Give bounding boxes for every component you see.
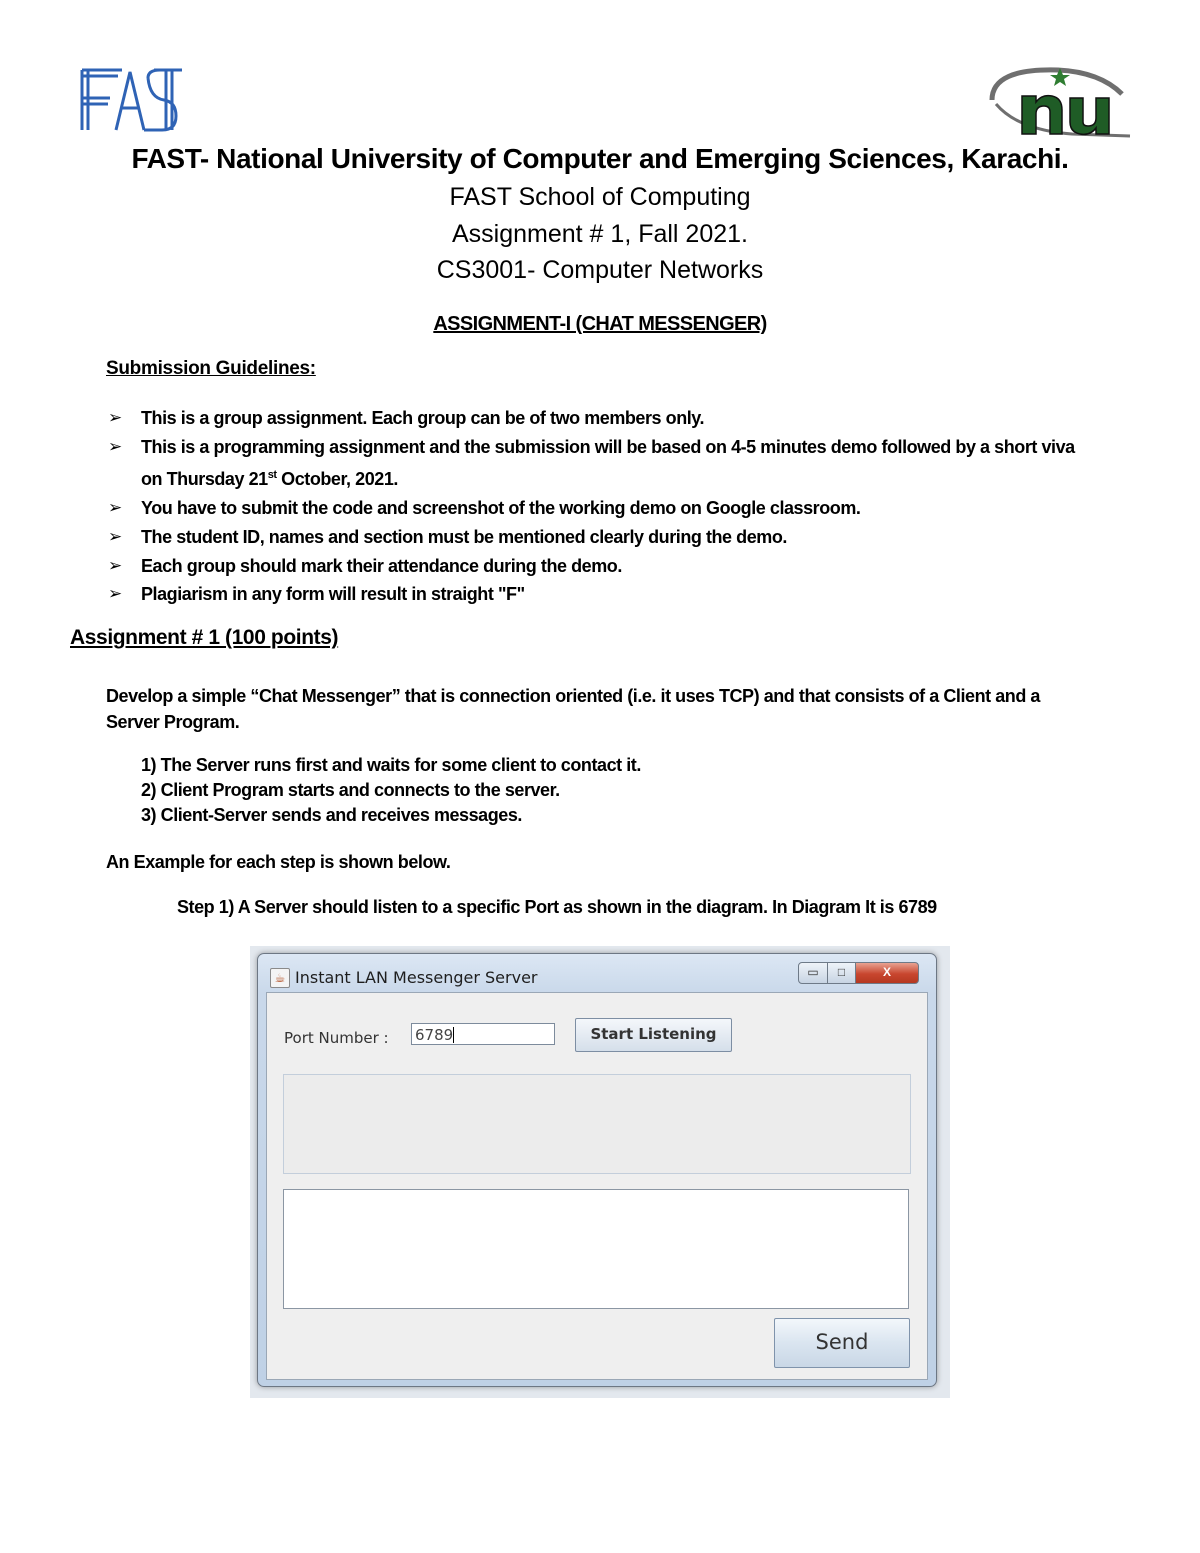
university-name: FAST- National University of Computer and Emerging Sciences, Karachi. xyxy=(131,143,1069,174)
arrow-bullet-icon: ➢ xyxy=(108,436,122,456)
assignment-term: Assignment # 1, Fall 2021. xyxy=(452,220,748,248)
port-number-input[interactable]: 6789 xyxy=(411,1023,555,1045)
minimize-button[interactable]: ▭ xyxy=(798,962,828,984)
example-line: An Example for each step is shown below. xyxy=(106,852,451,872)
guidelines-heading: Submission Guidelines: xyxy=(106,358,316,379)
step-item: 3) Client-Server sends and receives messages. xyxy=(141,805,522,825)
send-button[interactable]: Send xyxy=(774,1318,910,1368)
server-window xyxy=(257,953,937,1387)
messages-display-area xyxy=(283,1074,911,1174)
arrow-bullet-icon: ➢ xyxy=(108,498,122,518)
start-listening-button[interactable]: Start Listening xyxy=(575,1018,732,1052)
step-item: 1) The Server runs first and waits for some client to contact it. xyxy=(141,755,641,775)
close-button[interactable]: X xyxy=(855,962,919,984)
intro-paragraph: Develop a simple “Chat Messenger” that is connection oriented (i.e. it uses TCP) and that consists of a Client and a Server Program. xyxy=(106,686,1040,732)
arrow-bullet-icon: ➢ xyxy=(108,555,122,575)
step1-line: Step 1) A Server should listen to a specific Port as shown in the diagram. In Diagram It is 6789 xyxy=(177,897,937,917)
steps-list xyxy=(141,753,641,828)
guideline-item: ➢ The student ID, names and section must be mentioned clearly during the demo. xyxy=(106,523,1086,552)
guideline-item: ➢ This is a programming assignment and the submission will be based on 4-5 minutes demo followed by a short viva on Thursday 21st October, 2021. xyxy=(106,433,1086,494)
fast-logo xyxy=(78,64,184,134)
window-content xyxy=(266,992,928,1380)
server-window-screenshot xyxy=(250,946,950,1398)
arrow-bullet-icon: ➢ xyxy=(108,584,122,604)
port-number-label: Port Number : xyxy=(284,1029,389,1047)
guidelines-list xyxy=(106,404,1086,609)
window-title: Instant LAN Messenger Server xyxy=(295,968,538,987)
guideline-item: ➢ You have to submit the code and screenshot of the working demo on Google classroom. xyxy=(106,494,1086,523)
superscript-suffix: st xyxy=(267,469,277,482)
guideline-item: ➢ Plagiarism in any form will result in straight "F" xyxy=(106,580,1086,609)
guideline-item: ➢ Each group should mark their attendance during the demo. xyxy=(106,552,1086,581)
maximize-button[interactable]: □ xyxy=(827,962,856,984)
nu-logo xyxy=(988,64,1134,142)
java-icon: ☕ xyxy=(270,968,290,988)
assignment-title: ASSIGNMENT-I (CHAT MESSENGER) xyxy=(433,313,767,335)
course-name: CS3001- Computer Networks xyxy=(436,256,764,284)
step-item: 2) Client Program starts and connects to the server. xyxy=(141,780,560,800)
assignment-points-heading: Assignment # 1 (100 points) xyxy=(70,626,339,649)
guideline-item: ➢ This is a group assignment. Each group can be of two members only. xyxy=(106,404,1086,433)
arrow-bullet-icon: ➢ xyxy=(108,526,122,546)
message-compose-area[interactable] xyxy=(283,1189,909,1309)
arrow-bullet-icon: ➢ xyxy=(108,408,122,427)
school-name: FAST School of Computing xyxy=(449,183,751,211)
